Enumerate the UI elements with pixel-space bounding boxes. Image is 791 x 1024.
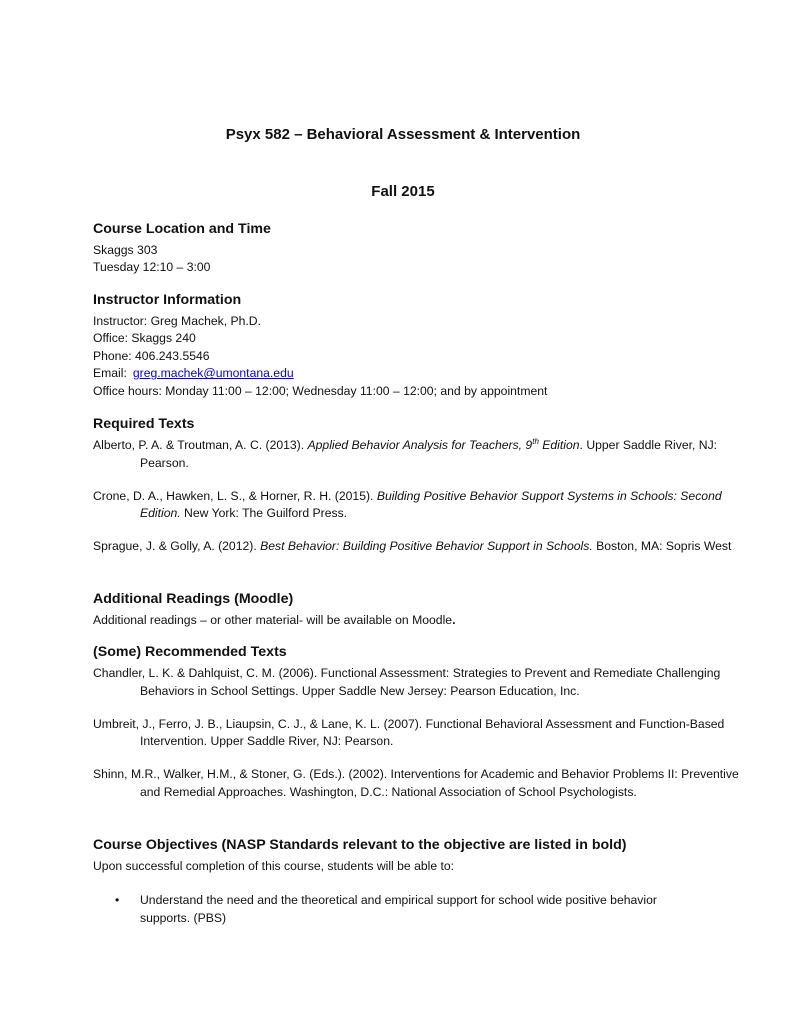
- ref-title-after: Edition: [538, 438, 580, 452]
- location-heading: Course Location and Time: [93, 221, 271, 237]
- course-title: Psyx 582 – Behavioral Assessment & Intervention: [225, 126, 581, 143]
- additional-readings-period: .: [452, 613, 456, 627]
- email-label: Email:: [93, 366, 127, 381]
- required-texts-heading: Required Texts: [93, 416, 195, 432]
- recommended-text-item: Umbreit, J., Ferro, J. B., Liaupsin, C. J., & Lane, K. L. (2007). Functional Behavioral Assessment and Function-Based Intervention. Upper Saddle River, NJ: Pearson.: [93, 716, 725, 749]
- instructor-office-hours: Office hours: Monday 11:00 – 12:00; Wednesday 11:00 – 12:00; and by appointment: [93, 383, 548, 398]
- additional-readings-text: [93, 612, 713, 629]
- instructor-section: [93, 291, 713, 400]
- additional-readings-body: Additional readings – or other material- will be available on Moodle: [93, 613, 453, 627]
- email-link[interactable]: greg.machek@umontana.edu: [132, 366, 294, 381]
- recommended-texts-heading: (Some) Recommended Texts: [93, 644, 287, 660]
- objectives-heading: Course Objectives (NASP Standards relevant to the objective are listed in bold): [93, 837, 627, 853]
- ref-title: Best Behavior: Building Positive Behavior Support in Schools.: [260, 539, 593, 554]
- additional-readings-heading: Additional Readings (Moodle): [93, 591, 294, 607]
- instructor-phone: Phone: 406.243.5546: [93, 348, 210, 363]
- ref-authors: Alberto, P. A. & Troutman, A. C. (2013).: [93, 438, 308, 452]
- objectives-section: [93, 836, 713, 927]
- location-section: [93, 220, 713, 277]
- ref-title: [308, 438, 580, 452]
- instructor-email-line: [93, 365, 713, 382]
- ref-title: Building Positive Behavior Support Systems in Schools: Second Edition.: [140, 488, 722, 521]
- required-text-item: [93, 488, 750, 524]
- required-text-item: [93, 538, 750, 556]
- course-term: Fall 2015: [371, 183, 435, 200]
- objective-text: Understand the need and the theoretical and empirical support for school wide positive behavior supports. (PBS): [140, 892, 657, 925]
- bullet-icon: •: [115, 892, 120, 907]
- recommended-texts-section: [93, 643, 739, 802]
- ref-publisher: New York: The Guilford Press.: [180, 506, 348, 521]
- ref-publisher: . Upper Saddle River, NJ: Pearson.: [140, 438, 718, 470]
- location-room: Skaggs 303: [93, 243, 158, 257]
- recommended-text-item: Shinn, M.R., Walker, H.M., & Stoner, G. (Eds.). (2002). Interventions for Academic and Behavior Problems II: Preventive and Remedial Approaches. Washington, D.C.: National Association of School Psychologists.: [93, 767, 739, 799]
- objectives-intro: Upon successful completion of this course, students will be able to:: [93, 859, 455, 873]
- ref-authors: Crone, D. A., Hawken, L. S., & Horner, R. H. (2015).: [93, 488, 377, 503]
- ref-authors: Sprague, J. & Golly, A. (2012).: [93, 539, 261, 554]
- location-time: Tuesday 12:10 – 3:00: [93, 260, 211, 275]
- ref-publisher: Boston, MA: Sopris West: [592, 539, 732, 554]
- objective-bullet: [93, 892, 710, 928]
- instructor-heading: Instructor Information: [93, 292, 242, 308]
- syllabus-page: [93, 0, 739, 1024]
- additional-readings-section: [93, 590, 713, 629]
- required-text-item: [93, 437, 750, 473]
- instructor-name: Instructor: Greg Machek, Ph.D.: [93, 314, 261, 328]
- ref-title-sup: th: [532, 436, 539, 446]
- required-texts-section: [93, 415, 732, 556]
- instructor-office: Office: Skaggs 240: [93, 331, 196, 346]
- ref-title-main: Applied Behavior Analysis for Teachers, 9: [307, 438, 533, 452]
- recommended-text-item: Chandler, L. K. & Dahlquist, C. M. (2006). Functional Assessment: Strategies to Prevent and Remediate Challenging Behaviors in School Settings. Upper Saddle New Jersey: Pearson Education, Inc.: [93, 666, 721, 698]
